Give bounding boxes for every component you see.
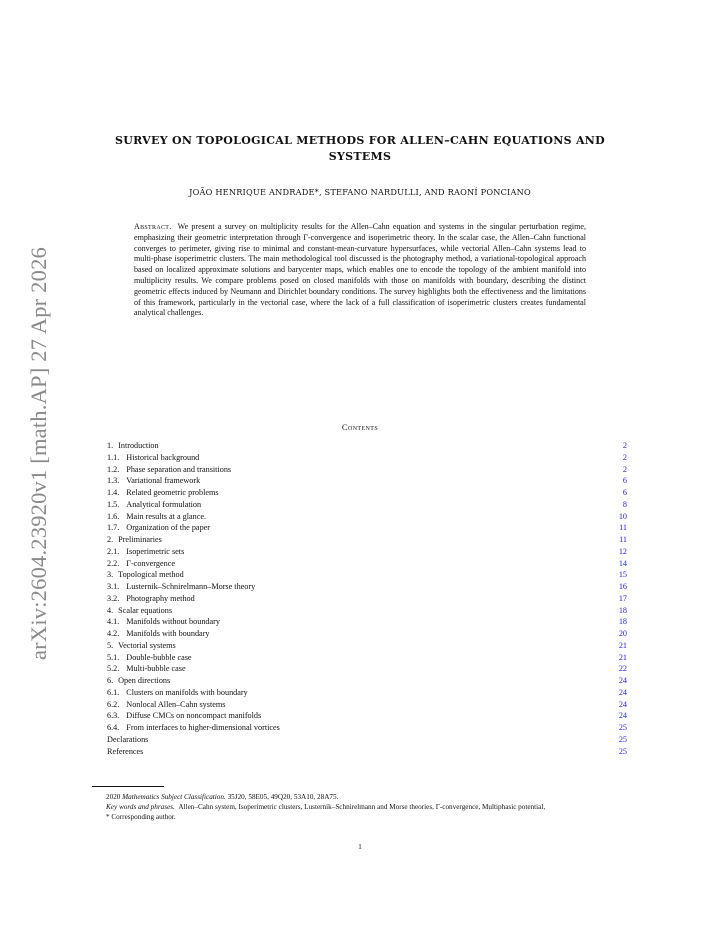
toc-entry-label: Manifolds with boundary <box>126 629 210 638</box>
arxiv-identifier-text: arXiv:2604.23920v1 [math.AP] 27 Apr 2026 <box>26 247 51 660</box>
paper-title <box>95 133 625 165</box>
toc-entry-number: 1. <box>107 441 114 450</box>
toc-entry-page-link[interactable]: 11 <box>619 523 627 533</box>
toc-entry[interactable] <box>107 710 627 722</box>
toc-entry-page-link[interactable]: 11 <box>619 535 627 544</box>
toc-entry[interactable] <box>107 487 627 499</box>
keywords-footnote <box>92 802 628 812</box>
toc-entry-page-link[interactable]: 24 <box>618 699 627 709</box>
toc-entry-label: Double-bubble case <box>126 652 192 662</box>
toc-entry-number: 2. <box>107 535 114 544</box>
toc-entry-label: Related geometric problems <box>126 488 219 497</box>
toc-entry-number: 5.1. <box>107 652 120 662</box>
toc-entry[interactable] <box>107 558 627 570</box>
paper-title-line-1: SURVEY ON TOPOLOGICAL METHODS FOR ALLEN–CAHN EQUATIONS AND <box>114 134 605 147</box>
toc-entry-label: Main results at a glance. <box>126 511 207 521</box>
abstract <box>134 222 586 319</box>
toc-entry-page-link[interactable]: 6 <box>622 476 627 486</box>
toc-entry-number: 1.4. <box>107 488 120 497</box>
toc-entry-number: 2.2. <box>107 558 120 568</box>
toc-entry-page-link[interactable]: 20 <box>618 629 627 638</box>
toc-entry-page-link[interactable]: 10 <box>618 511 627 521</box>
arxiv-identifier-stamp <box>6 245 51 660</box>
toc-entry[interactable] <box>107 605 627 617</box>
keywords-label: Key words and phrases. <box>106 803 175 812</box>
abstract-text: We present a survey on multiplicity results for the Allen–Cahn equation and systems in the singular perturbation regime, emphasizing their geometric interpretation through Γ-convergence and isoperimetric theory. In the scalar case, the Allen–Cahn functional converges to perimeter, giving rise to minimal and constant-mean-curvature hypersurfaces, while vectorial Allen–Cahn systems lead to multi-phase isoperimetric clusters. The main methodological tool discussed is the photography method, a variational-topological approach based on localized approximate solutions and barycenter maps, which enables one to encode the topology of the ambient manifold into multiplicity results. We compare problems posed on closed manifolds with those on manifolds with boundary, describing the distinct geometric effects induced by Neumann and Dirichlet boundary conditions. The survey highlights both the effectiveness and the limitations of this framework, particularly in the vectorial case, where the lack of a full classification of isoperimetric clusters creates fundamental analytical challenges. <box>134 222 586 318</box>
toc-entry-label: Organization of the paper <box>126 523 211 533</box>
toc-entry-page-link[interactable]: 8 <box>622 499 627 509</box>
toc-entry[interactable] <box>107 746 627 758</box>
toc-entry-label: Photography method <box>126 593 195 603</box>
abstract-label: Abstract. <box>134 222 172 231</box>
toc-entry[interactable] <box>107 652 627 664</box>
toc-entry[interactable] <box>107 699 627 711</box>
toc-entry[interactable] <box>107 475 627 487</box>
toc-entry-page-link[interactable]: 2 <box>622 452 627 462</box>
toc-entry[interactable] <box>107 687 627 699</box>
toc-entry-label: Clusters on manifolds with boundary <box>126 687 248 697</box>
toc-entry[interactable] <box>107 546 627 558</box>
toc-entry-number: 1.7. <box>107 523 120 533</box>
toc-entry[interactable] <box>107 628 627 640</box>
toc-entry-number: 1.2. <box>107 464 120 474</box>
toc-entry-label: Preliminaries <box>118 535 162 544</box>
msc-label: Mathematics Subject Classification. <box>122 793 226 801</box>
toc-entry-number: 1.5. <box>107 499 120 509</box>
toc-entry-page-link[interactable]: 12 <box>618 546 627 556</box>
toc-entry[interactable] <box>107 675 627 687</box>
toc-entry-label: Scalar equations <box>118 605 173 615</box>
toc-entry-number: 3. <box>107 570 114 580</box>
page-number: 1 <box>358 842 362 851</box>
toc-entry-page-link[interactable]: 25 <box>618 746 627 756</box>
toc-entry-page-link[interactable]: 25 <box>618 734 627 744</box>
toc-entry[interactable] <box>107 663 627 675</box>
toc-entry-number: 5.2. <box>107 664 120 674</box>
msc-footnote <box>92 792 628 802</box>
toc-entry-label: Isoperimetric sets <box>126 546 185 556</box>
toc-entry-page-link[interactable]: 18 <box>618 605 627 615</box>
toc-entry-label: Nonlocal Allen–Cahn systems <box>126 699 226 709</box>
keywords-text: Allen–Cahn system, Isoperimetric clusters, Lusternik–Schnirelmann and Morse theories, Γ-convergence, Multiphasic potential, <box>178 803 546 812</box>
toc-entry-page-link[interactable]: 18 <box>618 617 627 627</box>
toc-entry-number: 6.2. <box>107 699 120 709</box>
toc-entry-number: 4.2. <box>107 629 120 638</box>
toc-entry[interactable] <box>107 522 627 534</box>
toc-entry-label: Lusternik–Schnirelmann–Morse theory <box>126 582 256 591</box>
msc-year: 2020 <box>106 793 121 801</box>
toc-entry-page-link[interactable]: 17 <box>618 593 627 603</box>
toc-entry-page-link[interactable]: 2 <box>622 441 627 450</box>
toc-entry-page-link[interactable]: 16 <box>618 582 627 591</box>
toc-entry-number: 3.2. <box>107 593 120 603</box>
toc-entry-page-link[interactable]: 24 <box>618 711 627 721</box>
toc-entry-label: Declarations <box>107 734 149 744</box>
paper-title-line-2: SYSTEMS <box>328 150 392 163</box>
msc-codes: 35J20, 58E05, 49Q20, 53A10, 28A75. <box>227 793 339 801</box>
toc-entry-page-link[interactable]: 15 <box>618 570 627 580</box>
toc-entry-page-link[interactable]: 24 <box>618 687 627 697</box>
corresponding-author-footnote: * Corresponding author. <box>106 813 176 822</box>
toc-entry-number: 6.1. <box>107 687 120 697</box>
toc-entry[interactable] <box>107 640 627 652</box>
toc-entry[interactable] <box>107 499 627 511</box>
author-list: JOÃO HENRIQUE ANDRADE*, STEFANO NARDULLI, AND RAONÍ PONCIANO <box>189 187 531 197</box>
toc-entry-label: Diffuse CMCs on noncompact manifolds <box>126 711 262 721</box>
toc-entry-label: References <box>107 746 144 756</box>
toc-entry[interactable] <box>107 616 627 628</box>
toc-entry[interactable] <box>107 452 627 464</box>
toc-entry-label: Γ-convergence <box>126 558 175 568</box>
toc-entry[interactable] <box>107 722 627 734</box>
toc-entry-label: Manifolds without boundary <box>126 617 220 627</box>
toc-entry-page-link[interactable]: 21 <box>618 652 627 662</box>
toc-entry-page-link[interactable]: 24 <box>618 676 627 685</box>
toc-entry-label: Introduction <box>118 441 159 450</box>
toc-entry-page-link[interactable]: 2 <box>622 464 627 474</box>
toc-entry[interactable] <box>107 511 627 523</box>
toc-entry-page-link[interactable]: 22 <box>618 664 627 674</box>
toc-entry-number: 4. <box>107 605 114 615</box>
toc-entry-number: 6.4. <box>107 723 120 732</box>
toc-entry-label: Phase separation and transitions <box>126 464 232 474</box>
toc-entry-label: Topological method <box>118 570 184 580</box>
footnote-rule <box>92 786 164 787</box>
toc-entry-number: 6.3. <box>107 711 120 721</box>
footnotes <box>92 792 628 823</box>
toc-entry-page-link[interactable]: 14 <box>618 558 627 568</box>
toc-entry-number: 5. <box>107 640 114 650</box>
contents-heading: Contents <box>341 422 379 432</box>
toc-entry[interactable] <box>107 569 627 581</box>
toc-entry-number: 1.3. <box>107 476 120 486</box>
toc-entry-number: 6. <box>107 676 114 685</box>
toc-entry-label: Historical background <box>126 452 200 462</box>
toc-entry-label: Variational framework <box>126 476 201 486</box>
toc-entry-label: From interfaces to higher-dimensional vortices <box>126 723 280 732</box>
toc-entry-label: Multi-bubble case <box>126 664 186 674</box>
toc-entry-label: Analytical formulation <box>126 499 202 509</box>
toc-entry-number: 4.1. <box>107 617 120 627</box>
toc-entry-page-link[interactable]: 21 <box>618 640 627 650</box>
toc-entry[interactable] <box>107 534 627 546</box>
toc-entry-page-link[interactable]: 25 <box>618 723 627 732</box>
toc-entry-label: Vectorial systems <box>118 640 176 650</box>
toc-entry[interactable] <box>107 734 627 746</box>
toc-entry-page-link[interactable]: 6 <box>622 488 627 497</box>
toc-entry[interactable] <box>107 464 627 476</box>
toc-entry[interactable] <box>107 440 627 452</box>
toc-entry[interactable] <box>107 581 627 593</box>
toc-entry-number: 1.1. <box>107 452 120 462</box>
toc-entry-label: Open directions <box>118 676 171 685</box>
toc-entry-number: 1.6. <box>107 511 120 521</box>
toc-entry[interactable] <box>107 593 627 605</box>
toc-entry-number: 3.1. <box>107 582 120 591</box>
table-of-contents <box>107 440 627 757</box>
toc-entry-number: 2.1. <box>107 546 120 556</box>
